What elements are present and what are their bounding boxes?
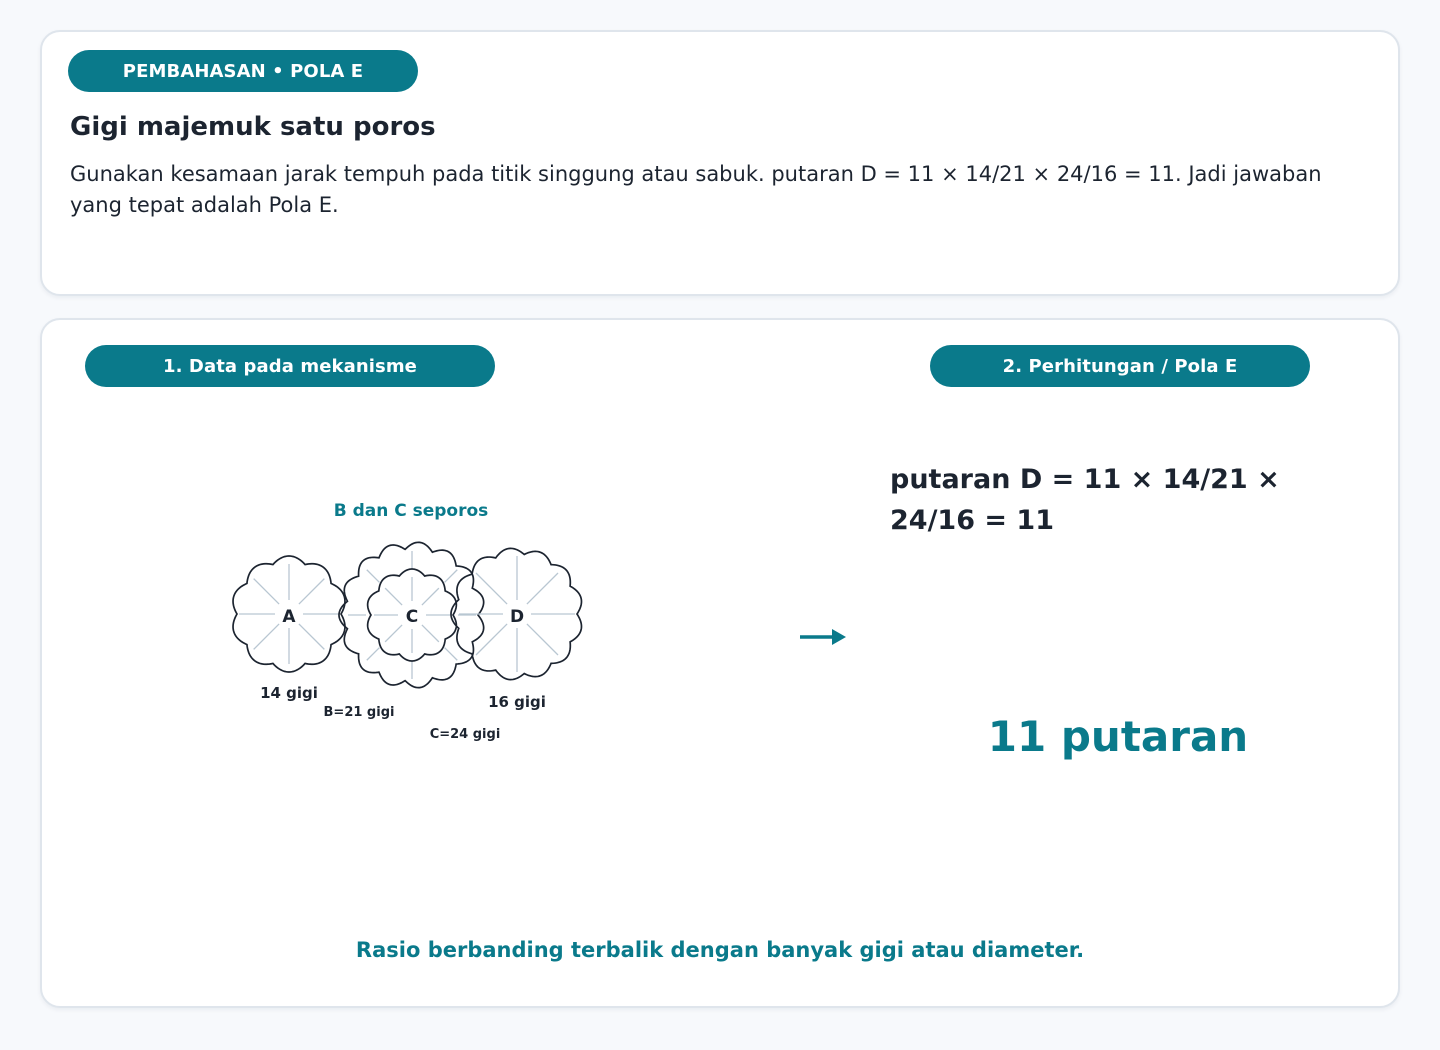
explanation-text: Gunakan kesamaan jarak tempuh pada titik singgung atau sabuk. putaran D = 11 × 14/21 × 24/16 = 11. Jadi jawaban yang tepat adalah Pola E. xyxy=(70,162,1322,217)
arrow-right-icon xyxy=(798,623,850,651)
calculation-result: 11 putaran xyxy=(987,712,1249,761)
gear-spoke xyxy=(445,648,458,661)
gear-spoke xyxy=(385,625,402,642)
gear-spoke xyxy=(422,625,439,642)
gear-spoke xyxy=(527,573,558,604)
gear-spoke xyxy=(385,588,402,605)
gear-spoke xyxy=(254,579,279,604)
gear-b-caption: B=21 gigi xyxy=(323,705,395,720)
gear-spoke xyxy=(367,570,380,583)
gear-spoke xyxy=(476,624,507,655)
explanation-title: Gigi majemuk satu poros xyxy=(70,112,436,142)
gear-spoke xyxy=(254,624,279,649)
gear-d-letter: D xyxy=(509,607,525,627)
calculation-formula: putaran D = 11 × 14/21 × 24/16 = 11 xyxy=(890,464,1280,536)
explanation-card xyxy=(40,30,1400,296)
footer-note: Rasio berbanding terbalik dengan banyak gigi atau diameter. xyxy=(355,938,1085,962)
gear-a-letter: A xyxy=(282,607,296,627)
gear-c-letter: C xyxy=(405,607,419,627)
shaft-label: B dan C seporos xyxy=(333,501,489,521)
gear-spoke xyxy=(422,588,439,605)
gear-spoke xyxy=(299,579,324,604)
gear-c-caption: C=24 gigi xyxy=(429,727,501,742)
panel-mechanism-label: 1. Data pada mekanisme xyxy=(85,345,495,387)
gear-spoke xyxy=(299,624,324,649)
topic-badge: PEMBAHASAN • POLA E xyxy=(68,50,418,92)
gear-spoke xyxy=(367,648,380,661)
gear-spoke xyxy=(527,624,558,655)
gear-train-diagram xyxy=(42,320,762,780)
diagram-card xyxy=(40,318,1400,1008)
gear-a-caption: 14 gigi xyxy=(260,684,318,702)
panel-calculation-label: 2. Perhitungan / Pola E xyxy=(930,345,1310,387)
gear-d-caption: 16 gigi xyxy=(488,693,546,711)
gear-spoke xyxy=(445,570,458,583)
gear-spoke xyxy=(476,573,507,604)
